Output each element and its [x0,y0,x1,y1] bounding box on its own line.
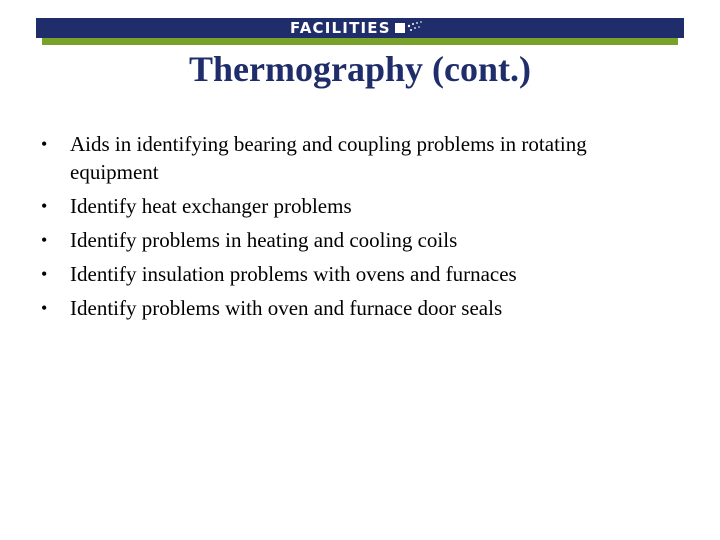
bullet-text: Identify insulation problems with ovens and furnaces [70,262,517,286]
list-item [38,130,678,186]
list-item [38,260,678,288]
list-item [38,226,678,254]
bullet-text: Identify heat exchanger problems [70,194,352,218]
bullet-text: Identify problems in heating and cooling coils [70,228,458,252]
logo-text: FACILITIES [290,19,391,37]
bullet-icon: • [41,134,48,154]
list-item [38,192,678,220]
bullet-text: Identify problems with oven and furnace door seals [70,296,503,320]
header-accent-stripe [42,38,678,45]
bullet-icon: • [41,230,48,250]
slide-title: Thermography (cont.) [189,49,531,89]
logo-dots-icon [395,18,435,38]
facilities-logo [290,18,435,38]
bullet-text: Aids in identifying bearing and coupling problems in rotating equipment [70,132,587,184]
bullet-list [38,130,678,328]
bullet-icon: • [41,264,48,284]
bullet-icon: • [41,196,48,216]
bullet-icon: • [41,298,48,318]
list-item [38,294,678,322]
